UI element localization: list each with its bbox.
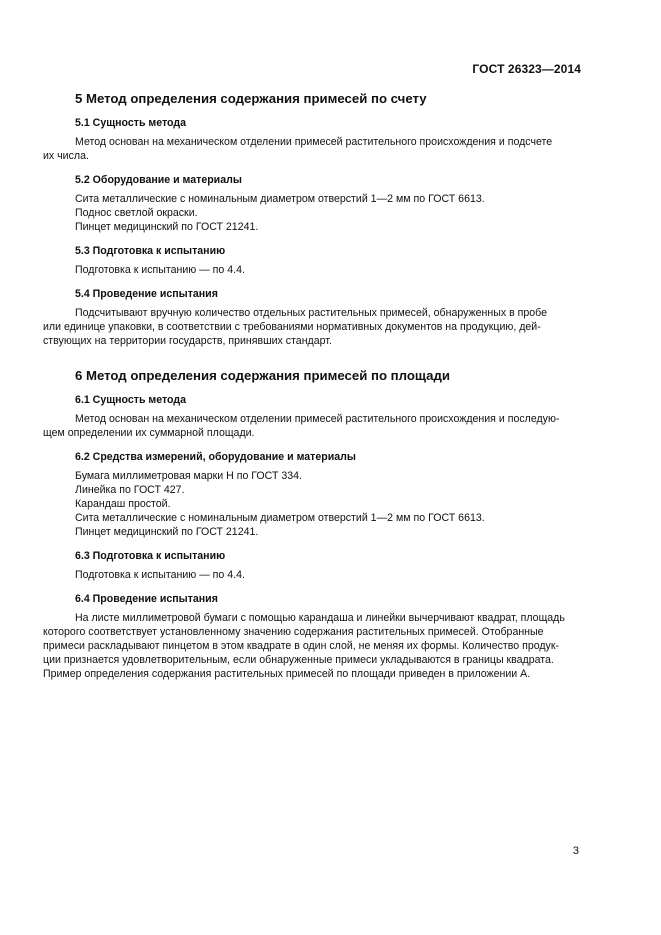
text-line: Пример определения содержания растительных примесей по площади приведен в приложении А.: [43, 668, 531, 680]
section-6-3: [75, 549, 581, 582]
text-line: На листе миллиметровой бумаги с помощью карандаша и линейки вычерчивают квадрат, площадь: [75, 612, 565, 624]
section-6-4-text: [43, 611, 581, 681]
section-6-2: [75, 450, 581, 539]
section-6-4-title: 6.4 Проведение испытания: [75, 593, 218, 605]
section-6-3-title: 6.3 Подготовка к испытанию: [75, 550, 226, 562]
list-item: Пинцет медицинский по ГОСТ 21241.: [75, 221, 259, 233]
section-5-title: 5 Метод определения содержания примесей по счету: [75, 91, 427, 106]
section-5-3-text: Подготовка к испытанию — по 4.4.: [75, 264, 245, 276]
text-line: щем определении их суммарной площади.: [43, 427, 255, 439]
document-code: ГОСТ 26323—2014: [472, 62, 581, 76]
section-5-4-title: 5.4 Проведение испытания: [75, 288, 218, 300]
text-line: Подсчитывают вручную количество отдельных растительных примесей, обнаруженных в пробе: [75, 307, 547, 319]
text-line: Метод основан на механическом отделении примесей растительного происхождения и последую-: [75, 413, 560, 425]
section-6-1-text: [43, 412, 581, 440]
section-5-2-title: 5.2 Оборудование и материалы: [75, 174, 242, 186]
section-5-2-list: [75, 192, 581, 234]
list-item: Карандаш простой.: [75, 498, 171, 510]
list-item: Линейка по ГОСТ 427.: [75, 484, 185, 496]
section-5-3: [75, 244, 581, 277]
text-line: ции признается удовлетворительным, если обнаруженные примеси укладываются в границы квадрата.: [43, 654, 554, 666]
section-5-4: [43, 287, 581, 348]
section-6-1: [43, 393, 581, 440]
section-5-2: [75, 173, 581, 234]
page-number: 3: [572, 845, 579, 857]
list-item: Сита металлические с номинальным диаметром отверстий 1—2 мм по ГОСТ 6613.: [75, 193, 485, 205]
list-item: Сита металлические с номинальным диаметром отверстий 1—2 мм по ГОСТ 6613.: [75, 512, 485, 524]
list-item: Пинцет медицинский по ГОСТ 21241.: [75, 526, 259, 538]
list-item: Бумага миллиметровая марки Н по ГОСТ 334.: [75, 470, 302, 482]
section-6-2-list: [75, 469, 581, 539]
section-5-1: [43, 116, 581, 163]
section-5-4-text: [43, 306, 581, 348]
section-5-1-text: [43, 135, 581, 163]
text-line: которого соответствует установленному значению содержания растительных примесей. Отобранные: [43, 626, 544, 638]
text-line: или единице упаковки, в соответствии с требованиями нормативных документов на продукцию, дей-: [43, 321, 541, 333]
section-6-1-title: 6.1 Сущность метода: [75, 394, 187, 406]
text-line: ствующих на территории государств, принявших стандарт.: [43, 335, 332, 347]
text-line: Метод основан на механическом отделении примесей растительного происхождения и подсчете: [75, 136, 553, 148]
text-line: их числа.: [43, 150, 89, 162]
text-line: примеси раскладывают пинцетом в этом квадрате в один слой, не меняя их формы. Количество продук-: [43, 640, 560, 652]
document-body: [43, 90, 581, 691]
list-item: Поднос светлой окраски.: [75, 207, 198, 219]
section-6-title: 6 Метод определения содержания примесей по площади: [75, 368, 450, 383]
section-5-1-title: 5.1 Сущность метода: [75, 117, 187, 129]
section-6-3-text: Подготовка к испытанию — по 4.4.: [75, 569, 245, 581]
section-6-2-title: 6.2 Средства измерений, оборудование и материалы: [75, 451, 356, 463]
section-5-3-title: 5.3 Подготовка к испытанию: [75, 245, 226, 257]
section-6-4: [43, 592, 581, 681]
